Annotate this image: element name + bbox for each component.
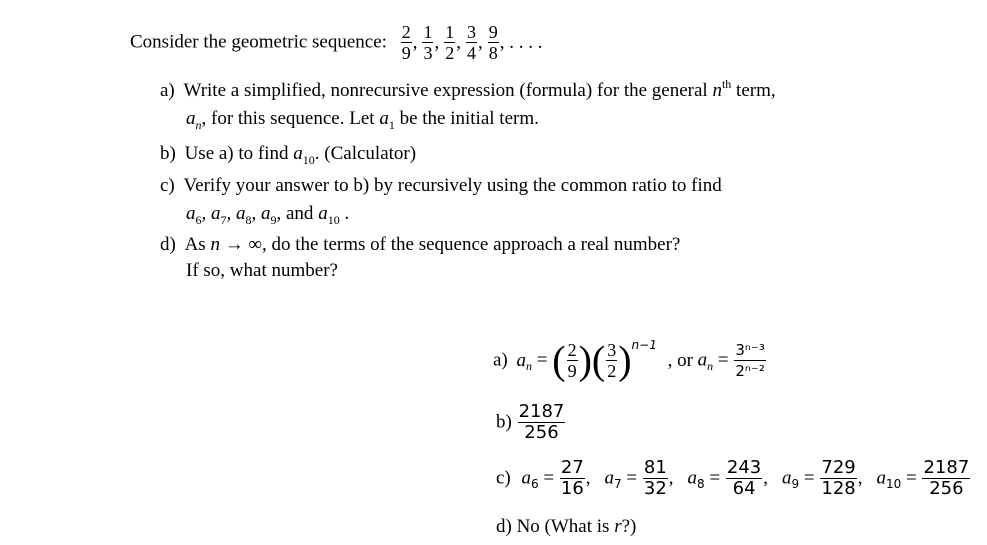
answer-c-frac: $\frac{243}{64}$ (726, 457, 762, 499)
question-b: b) Use a) to find $a_{10}$. (Calculator) (160, 143, 417, 167)
intro-lead: Consider the geometric sequence: (130, 31, 387, 53)
answer-c-term: $a_6$ = $\frac{27}{16}$ , (521, 457, 591, 499)
math-a-1: a (379, 108, 389, 129)
answer-a-frac2: $\frac{3}{2}$ (607, 340, 617, 381)
answer-b (496, 402, 566, 443)
sequence-terms: $\frac{2}{9}$ , $\frac{1}{3}$ , $\frac{1}{2}$ , $\frac{3}{4}$ , $\frac{9}{8}$ , . . . . (401, 22, 543, 63)
question-a-line2-end: be the initial term. (399, 108, 539, 129)
answer-a-or: , or (667, 349, 693, 371)
math-n: n (712, 80, 722, 101)
question-a-term: term, (736, 80, 776, 101)
sequence-term: $\frac{1}{3}$ (423, 22, 433, 63)
answer-d-end: ?) (621, 516, 637, 537)
question-c-and: , and (276, 203, 314, 224)
answer-a-label: a) (493, 349, 508, 371)
answer-b-frac: $\frac{2187}{256}$ (518, 401, 565, 443)
question-b-end: . (Calculator) (314, 143, 417, 164)
answer-c-term: $a_{10}$ = $\frac{2187}{256}$ (876, 457, 970, 499)
answer-b-label: b) (496, 411, 512, 433)
question-d-pre: As (184, 234, 206, 255)
answer-c (496, 458, 971, 499)
sequence-term: $\frac{2}{9}$ (401, 22, 411, 63)
answer-a: a) $a_n$ = ( $\frac{2}{9}$ )( $\frac{3}{2}$ )$^{n-1}$ , or $a_n$ = $\frac{\text{3ⁿ⁻³}}{\text{2ⁿ⁻²}}$ (493, 337, 765, 383)
question-a-label: a) (160, 80, 175, 101)
question-d-line2-text: If so, what number? (186, 260, 338, 281)
sequence-term: $\frac{3}{4}$ (466, 22, 476, 63)
intro-line (130, 22, 546, 63)
question-b-label: b) (160, 143, 176, 164)
answer-c-term: $a_8$ = $\frac{243}{64}$ , (687, 457, 769, 499)
question-c-label: c) (160, 175, 175, 196)
answer-c-frac: $\frac{729}{128}$ (821, 457, 856, 499)
th-superscript: th (721, 77, 732, 91)
answer-c-term: $a_7$ = $\frac{81}{32}$ , (604, 457, 674, 499)
answer-a-exponent: n−1 (631, 338, 657, 352)
sequence-ellipsis: , . . . . (499, 31, 543, 53)
answer-a-frac3: $\frac{\text{3ⁿ⁻³}}{\text{2ⁿ⁻²}}$ (735, 341, 765, 380)
sequence-term: $\frac{1}{2}$ (445, 22, 455, 63)
answer-d-text: d) No (What is (496, 516, 610, 537)
question-a-line2-mid: , for this sequence. Let (201, 108, 375, 129)
answer-d (496, 516, 636, 538)
answer-c-frac: $\frac{27}{16}$ (560, 457, 584, 499)
question-d-label: d) (160, 234, 176, 255)
question-c-line1 (160, 175, 722, 197)
answer-c-term: $a_9$ = $\frac{729}{128}$ , (782, 457, 863, 499)
question-a-line2: $a_n$, for this sequence. Let $a_1$ be the initial term. (186, 108, 539, 132)
question-a-text: Write a simplified, nonrecursive expression (formula) for the general (183, 80, 708, 101)
question-a-line1 (160, 77, 776, 103)
answer-a-frac1: $\frac{2}{9}$ (567, 340, 577, 381)
math-a-10: a (293, 143, 303, 164)
sequence-term: $\frac{9}{8}$ (488, 22, 498, 63)
answer-c-frac: $\frac{81}{32}$ (643, 457, 667, 499)
question-c-text: Verify your answer to b) by recursively using the common ratio to find (183, 175, 722, 196)
question-d-line1: d) As n → ∞, do the terms of the sequence approach a real number? (160, 234, 681, 255)
math-a-n: a (186, 108, 196, 129)
question-b-text: Use a) to find (184, 143, 289, 164)
answer-c-frac: $\frac{2187}{256}$ (923, 457, 970, 499)
question-c-line2: $a_6$, $a_7$, $a_8$, $a_9$, and $a_{10}$ . (186, 203, 350, 227)
math-r: r (614, 516, 622, 537)
answer-c-label: c) (496, 467, 511, 489)
question-d-line2 (186, 260, 338, 282)
question-d-text: , do the terms of the sequence approach a real number? (262, 234, 681, 255)
